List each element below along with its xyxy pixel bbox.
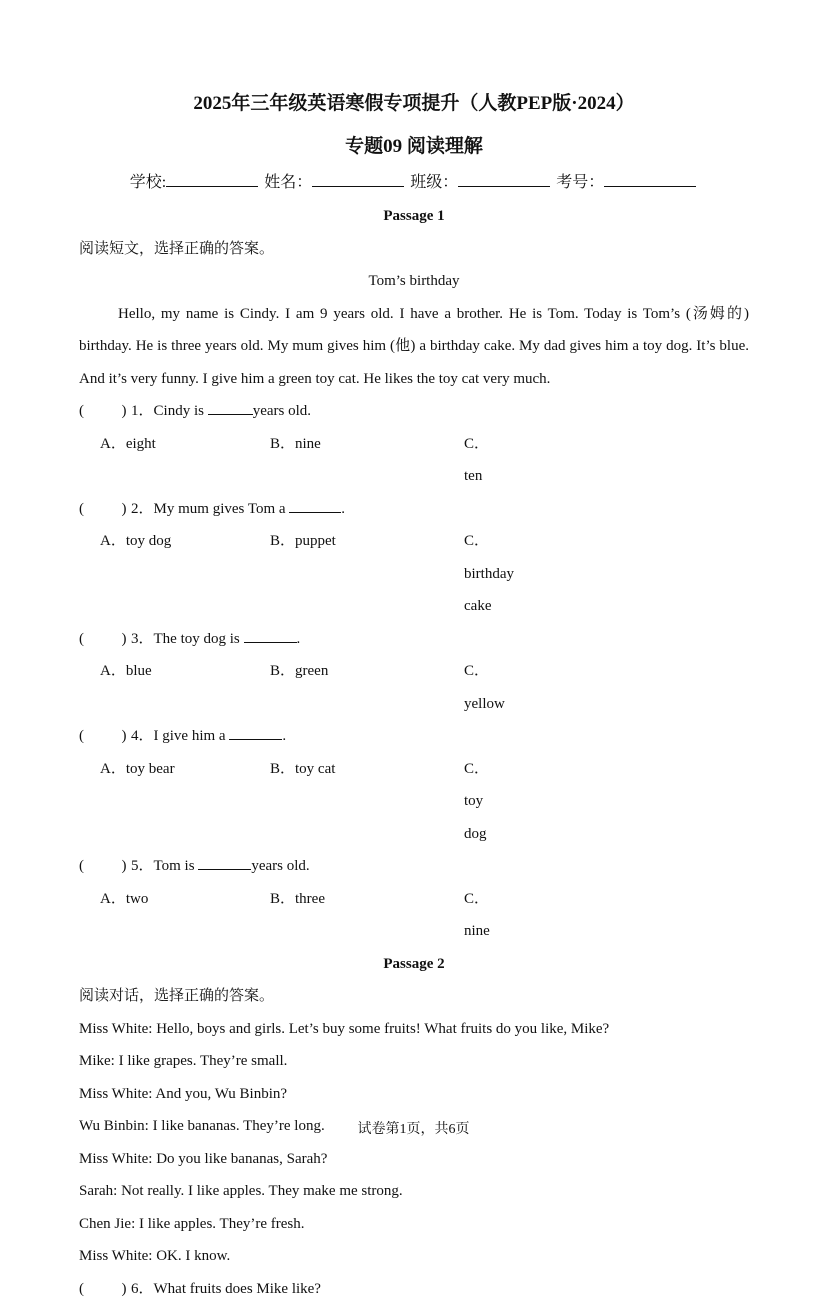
option-a[interactable]: A．blue	[100, 655, 270, 720]
question-number: 6．	[131, 1281, 154, 1297]
question	[79, 720, 749, 753]
name-label: 姓名：	[264, 174, 312, 191]
dialogue	[79, 1013, 749, 1273]
question	[79, 1273, 749, 1305]
class-label: 班级：	[410, 174, 458, 191]
passage-1-questions	[79, 395, 749, 948]
name-blank	[312, 172, 404, 187]
options-row: A．eight B．nine C．ten	[79, 428, 749, 493]
question-number: 4．	[131, 728, 154, 744]
dialogue-line: Miss White: Do you like bananas, Sarah?	[79, 1143, 749, 1176]
dialogue-line: Miss White: OK. I know.	[79, 1240, 749, 1273]
passage-2-questions	[79, 1273, 749, 1305]
answer-bracket[interactable]: ( )	[79, 493, 131, 526]
question	[79, 493, 749, 526]
question-text: Cindy is	[154, 403, 208, 419]
exam-number-blank	[604, 172, 696, 187]
option-b[interactable]: B．puppet	[270, 525, 464, 623]
answer-bracket[interactable]: ( )	[79, 1273, 131, 1305]
question	[79, 395, 749, 428]
option-a[interactable]: A．toy dog	[100, 525, 270, 623]
answer-bracket[interactable]: ( )	[79, 850, 131, 883]
class-blank	[458, 172, 550, 187]
options-row: A．blue B．green C．yellow	[79, 655, 749, 720]
question-number: 1．	[131, 403, 154, 419]
page-footer: 试卷第1页，共6页	[0, 1118, 827, 1138]
question-text-end: .	[341, 501, 345, 517]
passage-2-heading: Passage 2	[79, 948, 749, 981]
question-text: Tom is	[154, 858, 199, 874]
question-text-end: .	[297, 631, 301, 647]
exam-number-label: 考号：	[556, 174, 604, 191]
story-text: Hello, my name is Cindy. I am 9 years old. I have a brother. He is Tom. Today is Tom’s (汤姆的) birthday. He is three years old. My mum gives him (他) a birthday cake. My dad gives him a toy dog. It’s blue. And it’s very funny. I give him a green toy cat. He likes the toy cat very much.	[79, 298, 749, 396]
school-label: 学校:	[130, 174, 166, 191]
dialogue-line: Sarah: Not really. I like apples. They make me strong.	[79, 1175, 749, 1208]
topic-title: 专题09 阅读理解	[79, 131, 749, 158]
options-row: A．toy bear B．toy cat C．toy dog	[79, 753, 749, 851]
school-blank	[166, 172, 258, 187]
story-title: Tom’s birthday	[79, 265, 749, 298]
question-text: The toy dog is	[154, 631, 244, 647]
answer-blank[interactable]	[198, 856, 251, 870]
option-a[interactable]: A．toy bear	[100, 753, 270, 851]
question-number: 5．	[131, 858, 154, 874]
content	[79, 200, 749, 1305]
question	[79, 850, 749, 883]
answer-blank[interactable]	[244, 629, 297, 643]
option-b[interactable]: B．three	[270, 883, 464, 948]
question-text: I give him a	[154, 728, 230, 744]
question-text: My mum gives Tom a	[154, 501, 290, 517]
question-text-end: years old.	[251, 858, 309, 874]
dialogue-line: Wu Binbin: I like bananas. They’re long.	[79, 1110, 749, 1143]
option-a[interactable]: A．two	[100, 883, 270, 948]
answer-blank[interactable]	[208, 401, 253, 415]
dialogue-line: Miss White: And you, Wu Binbin?	[79, 1078, 749, 1111]
answer-bracket[interactable]: ( )	[79, 623, 131, 656]
passage-2-instruction: 阅读对话，选择正确的答案。	[79, 980, 749, 1013]
passage-1-instruction: 阅读短文，选择正确的答案。	[79, 233, 749, 266]
answer-blank[interactable]	[289, 499, 341, 513]
options-row: A．two B．three C．nine	[79, 883, 749, 948]
option-b[interactable]: B．nine	[270, 428, 464, 493]
passage-1-heading: Passage 1	[79, 200, 749, 233]
options-row: A．toy dog B．puppet C．birthday cake	[79, 525, 749, 623]
dialogue-line: Miss White: Hello, boys and girls. Let’s buy some fruits! What fruits do you like, Mike?	[79, 1013, 749, 1046]
answer-bracket[interactable]: ( )	[79, 720, 131, 753]
option-a[interactable]: A．eight	[100, 428, 270, 493]
exam-title: 2025年三年级英语寒假专项提升（人教PEP版·2024）	[79, 88, 749, 115]
answer-blank[interactable]	[229, 726, 282, 740]
question-number: 3．	[131, 631, 154, 647]
student-info-fields	[79, 169, 749, 192]
option-b[interactable]: B．green	[270, 655, 464, 720]
question-text-end: years old.	[253, 403, 311, 419]
dialogue-line: Chen Jie: I like apples. They’re fresh.	[79, 1208, 749, 1241]
option-b[interactable]: B．toy cat	[270, 753, 464, 851]
question-number: 2．	[131, 501, 154, 517]
question	[79, 623, 749, 656]
answer-bracket[interactable]: ( )	[79, 395, 131, 428]
question-text: What fruits does Mike like?	[154, 1281, 321, 1297]
dialogue-line: Mike: I like grapes. They’re small.	[79, 1045, 749, 1078]
question-text-end: .	[282, 728, 286, 744]
